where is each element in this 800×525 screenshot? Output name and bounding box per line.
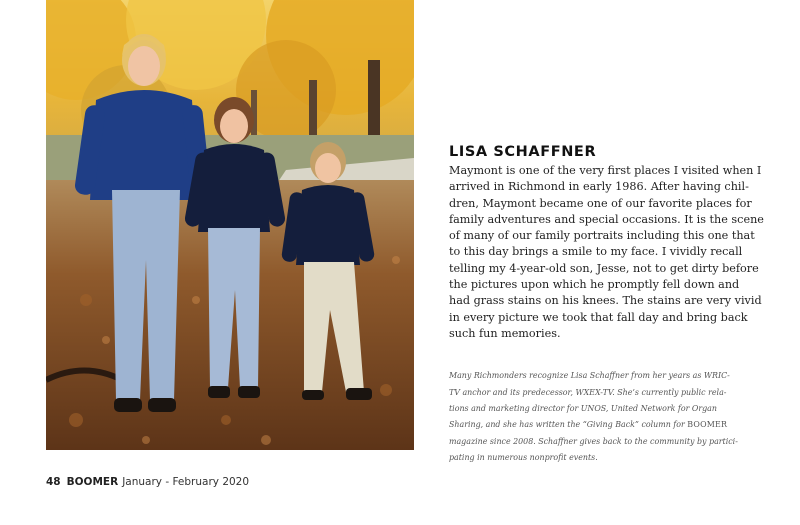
family-photo-illustration xyxy=(46,0,414,450)
magazine-name: BOOMER xyxy=(66,476,119,488)
bio-line: tions and marketing director for UNOS, United Network for Organ xyxy=(449,404,717,414)
article-body xyxy=(449,163,764,342)
body-line: of many of our family portraits including this one that xyxy=(449,229,755,243)
body-line: family adventures and special occasions. It is the scene xyxy=(449,212,764,226)
page-footer xyxy=(46,476,249,488)
page-number: 48 xyxy=(46,476,61,488)
family-photo xyxy=(46,0,414,450)
bio-line: Many Richmonders recognize Lisa Schaffner from her years as WRIC- xyxy=(449,371,730,381)
body-line: such fun memories. xyxy=(449,326,561,340)
body-line: Maymont is one of the very first places I visited when I xyxy=(449,164,762,177)
body-line: in every picture we took that fall day and bring back xyxy=(449,310,748,324)
bio-line: magazine since 2008. Schaffner gives back to the community by partici- xyxy=(449,436,738,446)
body-line: telling my 4-year-old son, Jesse, not to get dirty before xyxy=(449,261,759,275)
body-line: arrived in Richmond in early 1986. After having chil- xyxy=(449,180,749,194)
bio-line xyxy=(449,417,755,433)
author-bio xyxy=(449,368,755,466)
bio-line: TV anchor and its predecessor, WXEX-TV. She’s currently public rela- xyxy=(449,387,727,397)
body-line: the pictures upon which he promptly fell down and xyxy=(449,278,740,292)
article-title: LISA SCHAFFNER xyxy=(449,144,597,160)
body-line: to this day brings a smile to my face. I vividly recall xyxy=(449,245,743,259)
body-line: dren, Maymont became one of our favorite places for xyxy=(449,196,752,210)
article xyxy=(449,144,764,467)
body-line: had grass stains on his knees. The stains are very vivid xyxy=(449,294,762,308)
bio-magazine-name: BOOMER xyxy=(687,420,728,430)
bio-line-text: Sharing, and she has written the “Giving Back” column for xyxy=(449,420,688,430)
bio-line: pating in numerous nonprofit events. xyxy=(449,453,598,463)
issue-date: January - February 2020 xyxy=(122,476,250,488)
